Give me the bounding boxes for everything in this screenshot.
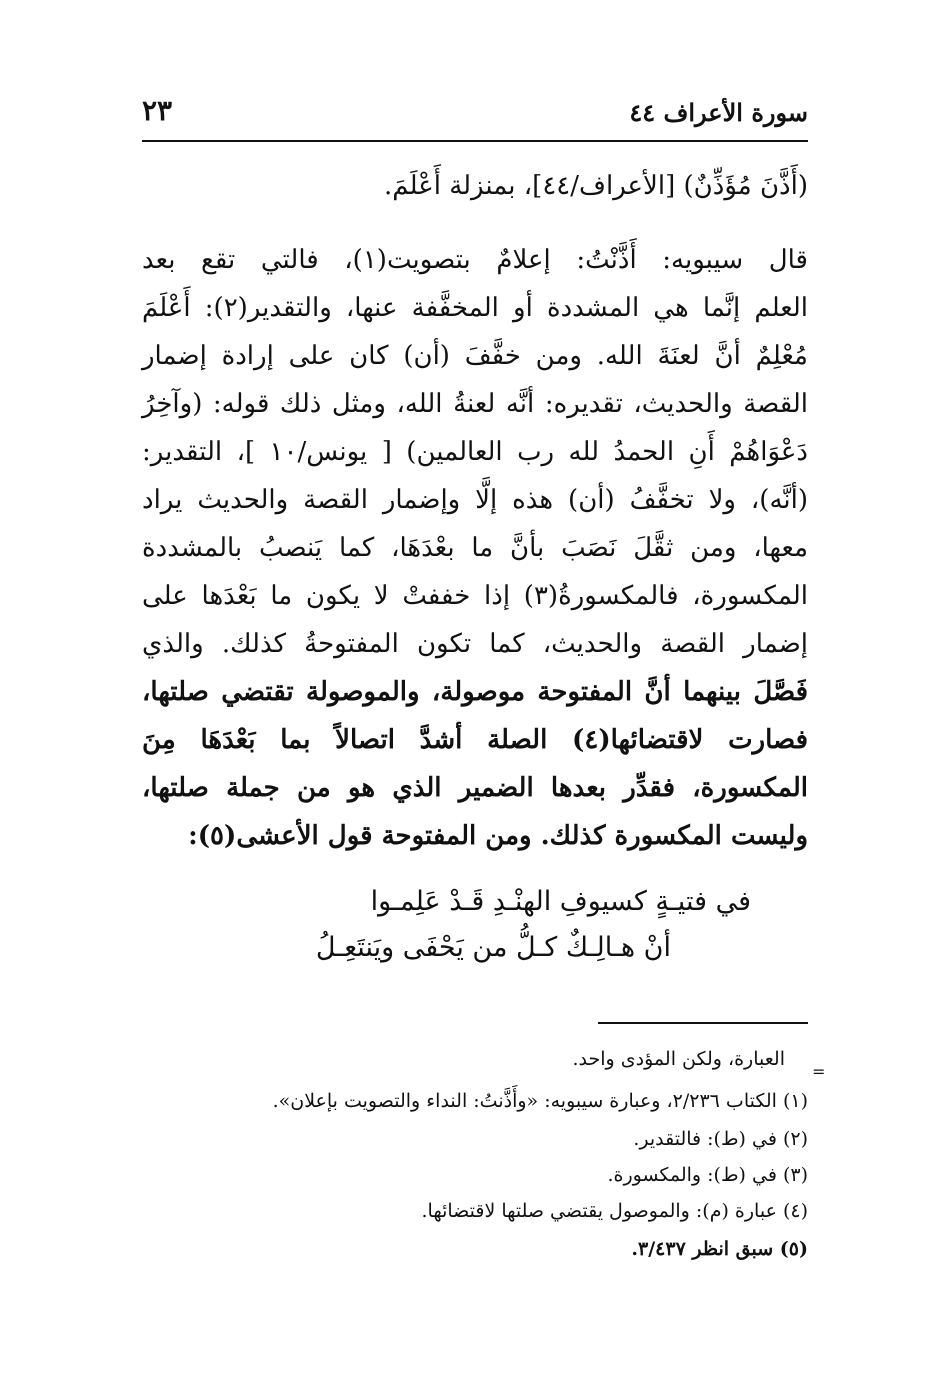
body-line: القصة والحديث، تقديره: أنَّه لعنةُ الله، ومثل ذلك قوله: (وآخِرُ — [142, 389, 808, 419]
body-line: (أَذَّنَ مُؤَذِّنٌ) [الأعراف/٤٤]، بمنزلة أَعْلَمَ. — [384, 171, 808, 201]
body-line: قال سيبويه: أَذَّنْتُ: إعلامٌ بتصويت(١)، فالتي تقع بعد — [142, 245, 808, 275]
footnote-continuation: العبارة، ولكن المؤدى واحد. — [572, 1048, 785, 1070]
footnote-item: (٥) سبق انظر ٣/٤٣٧. — [631, 1238, 808, 1260]
footnote-item: (٤) عبارة (م): والموصول يقتضي صلتها لاقتضائها. — [421, 1200, 808, 1222]
body-line: (أنَّه)، ولا تخفَّفُ (أن) هذه إلَّا وإضمار القصة والحديث يراد — [142, 485, 808, 515]
footnote-item: (٢) في (ط): فالتقدير. — [633, 1128, 808, 1150]
footnote-item: (٣) في (ط): والمكسورة. — [607, 1164, 808, 1186]
footnote-rule — [598, 1022, 808, 1024]
body-line-bold: وليست المكسورة كذلك. ومن المفتوحة قول الأعشى(٥): — [188, 821, 808, 851]
header-rule — [142, 140, 808, 142]
body-line: المكسورة، فالمكسورةُ(٣) إذا خففتْ لا يكون ما بَعْدَها على — [142, 581, 809, 611]
body-line: مُعْلِمٌ أنَّ لعنَةَ الله. ومن خفَّفَ (أن) كان على إرادة إضمار — [142, 341, 808, 371]
verse-first-hemistich: في فتيـةٍ كسيوفِ الهنْـدِ قَـدْ عَلِمـوا — [370, 886, 751, 917]
body-line: دَعْوَاهُمْ أَنِ الحمدُ لله رب العالمين) [ يونس/١٠ ]، التقدير: — [142, 437, 809, 467]
body-line: إضمار القصة والحديث، كما تكون المفتوحةُ كذلك. والذي — [142, 629, 808, 659]
body-line-bold: فصارت لاقتضائها(٤) الصلة أشدَّ اتصالاً بما بَعْدَهَا مِنَ — [142, 725, 809, 755]
body-line: معها، ومن ثقَّلَ نَصَبَ بأنَّ ما بعْدَهَا، كما يَنصبُ بالمشددة — [142, 533, 808, 563]
body-line-bold: فَصَّلَ بينهما أنَّ المفتوحة موصولة، والموصولة تقتضي صلتها، — [142, 677, 808, 707]
body-line-bold: المكسورة، فقدِّر بعدها الضمير الذي هو من جملة صلتها، — [142, 773, 808, 803]
page-header — [142, 92, 808, 140]
surah-title: سورة الأعراف ٤٤ — [629, 98, 808, 127]
page-number: ٢٣ — [142, 94, 173, 127]
footnote-continuation-mark: = — [812, 1062, 826, 1081]
footnote-item: (١) الكتاب ٢/٢٣٦، وعبارة سيبويه: «وأَذَّنتُ: النداء والتصويت بإعلان». — [272, 1090, 808, 1112]
verse-second-hemistich: أنْ هـالِـكٌ كـلُّ من يَحْفَى ويَنتَعِـلُ — [315, 932, 671, 963]
body-line: العلم إنَّما هي المشددة أو المخفَّفة عنها، والتقدير(٢): أَعْلَمَ — [142, 293, 808, 323]
